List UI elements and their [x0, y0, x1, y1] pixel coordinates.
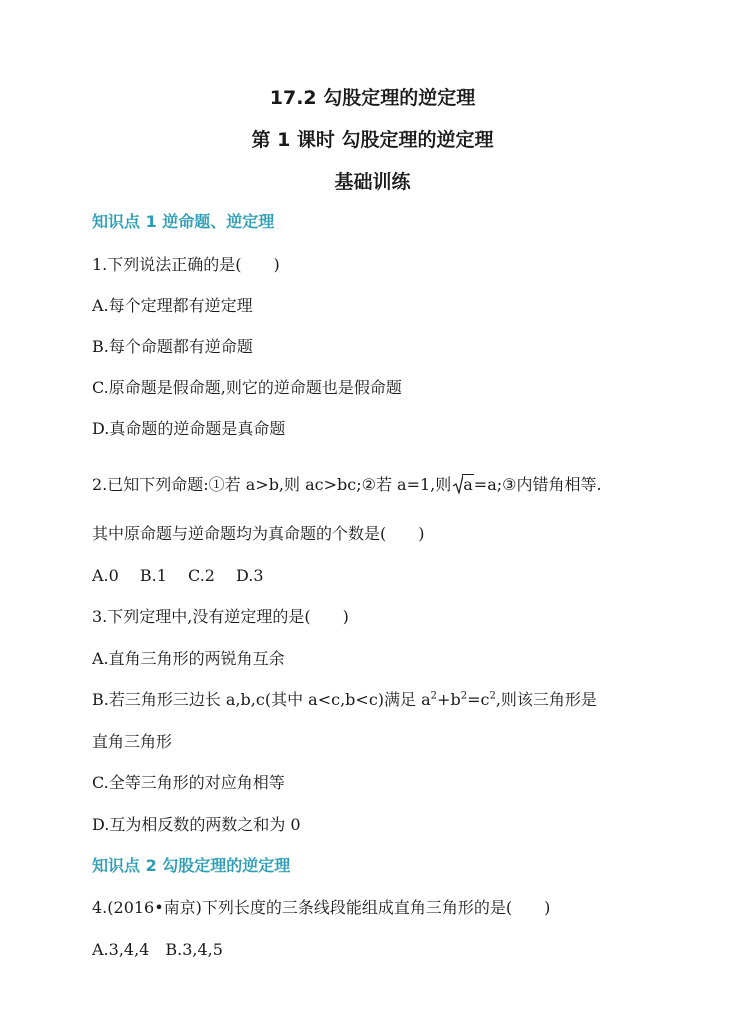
q3-option-c: C.全等三角形的对应角相等 — [92, 773, 285, 792]
main-title: 17.2 勾股定理的逆定理 — [269, 87, 476, 109]
exponent: 2 — [489, 690, 496, 702]
q4-options: A.3,4,4 B.3,4,5 — [92, 940, 223, 959]
q3-option-b — [92, 689, 597, 711]
knowledge-point-2-heading: 知识点 2 勾股定理的逆定理 — [92, 856, 291, 875]
q2-stem — [92, 474, 602, 496]
sqrt-radicand: a — [463, 475, 473, 494]
q3-option-a: A.直角三角形的两锐角互余 — [92, 649, 285, 668]
q1-option-d: D.真命题的逆命题是真命题 — [92, 419, 286, 438]
q3-option-b-part4: ,则该三角形是 — [495, 690, 597, 709]
sqrt-expression — [453, 474, 474, 496]
q1-option-c: C.原命题是假命题,则它的逆命题也是假命题 — [92, 378, 402, 397]
q3-stem: 3.下列定理中,没有逆定理的是( ) — [92, 607, 349, 626]
q3-option-b-part3: =c — [467, 690, 490, 709]
q1-option-b: B.每个命题都有逆命题 — [92, 337, 253, 356]
q2-stem-line2: 其中原命题与逆命题均为真命题的个数是( ) — [92, 524, 425, 543]
lesson-title: 第 1 课时 勾股定理的逆定理 — [251, 129, 494, 151]
sqrt-radical-icon — [453, 474, 463, 494]
q2-stem-part1: 2.已知下列命题:①若 a>b,则 ac>bc;②若 a=1,则 — [92, 475, 452, 494]
q2-stem-part2: =a;③内错角相等. — [473, 475, 602, 494]
q3-option-d: D.互为相反数的两数之和为 0 — [92, 815, 301, 834]
q2-options: A.0 B.1 C.2 D.3 — [92, 566, 264, 585]
exponent: 2 — [430, 690, 438, 702]
q1-option-a: A.每个定理都有逆定理 — [92, 296, 253, 315]
q4-stem: 4.(2016•南京)下列长度的三条线段能组成直角三角形的是( ) — [92, 898, 551, 917]
q3-option-b-part1: B.若三角形三边长 a,b,c(其中 a<c,b<c)满足 a — [92, 690, 431, 709]
section-title: 基础训练 — [334, 171, 411, 193]
q3-option-b-part2: +b — [437, 690, 461, 709]
q1-stem: 1.下列说法正确的是( ) — [92, 255, 280, 274]
knowledge-point-1-heading: 知识点 1 逆命题、逆定理 — [92, 212, 275, 231]
exponent: 2 — [460, 690, 468, 702]
q3-option-b-line2: 直角三角形 — [92, 732, 173, 751]
